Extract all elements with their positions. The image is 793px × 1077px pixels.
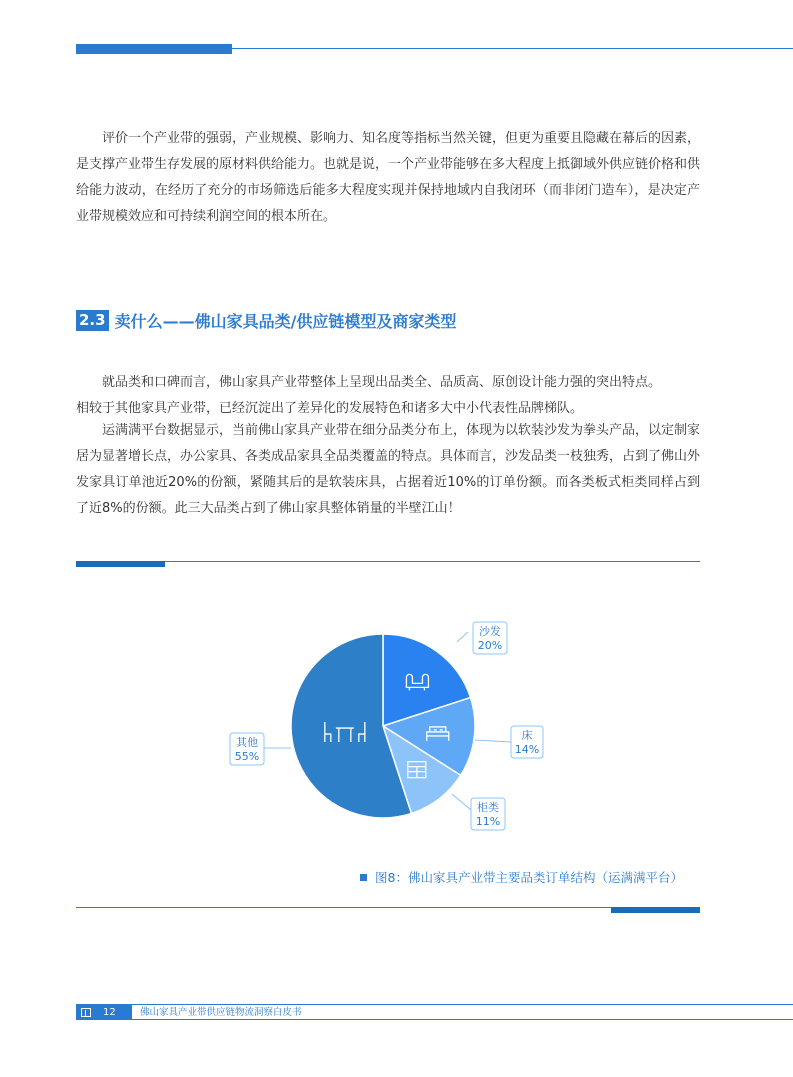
slice-value: 11% bbox=[475, 815, 501, 828]
book-icon bbox=[81, 1008, 91, 1017]
leader-line bbox=[452, 794, 471, 810]
footer-rule bbox=[76, 1019, 793, 1020]
slice-value: 14% bbox=[514, 743, 540, 756]
footer-page-box bbox=[76, 1005, 132, 1019]
section-heading bbox=[76, 308, 456, 332]
chart-top-accent-bar bbox=[76, 561, 165, 567]
slice-value: 55% bbox=[234, 750, 260, 763]
leader-line bbox=[457, 632, 468, 642]
caption-text: 图8：佛山家具产业带主要品类订单结构（运满满平台） bbox=[375, 870, 683, 885]
slice-label: 其他 bbox=[236, 736, 258, 749]
chart-top-rule bbox=[76, 561, 700, 562]
page-number: 12 bbox=[103, 1006, 116, 1018]
section-number: 2.3 bbox=[76, 310, 109, 331]
slice-label: 沙发 bbox=[479, 625, 501, 638]
slice-label: 床 bbox=[521, 729, 533, 742]
footer-document-title: 佛山家具产业带供应链物流洞察白皮书 bbox=[140, 1007, 302, 1018]
section-title: 卖什么——佛山家具品类/供应链模型及商家类型 bbox=[114, 311, 457, 331]
leader-line bbox=[475, 740, 511, 742]
footer-top-rule bbox=[76, 1004, 793, 1005]
paragraph-3: 相较于其他家具产业带，已经沉淀出了差异化的发展特色和诸多大中小代表性品牌梯队。 bbox=[76, 401, 584, 416]
chart-bottom-accent-bar bbox=[611, 907, 700, 913]
slice-value: 20% bbox=[477, 639, 503, 652]
figure-caption bbox=[360, 868, 683, 886]
slice-label: 柜类 bbox=[477, 801, 499, 814]
paragraph-4: 运满满平台数据显示，当前佛山家具产业带在细分品类分布上，体现为以软装沙发为拳头产品，以定制家居为显著增长点，办公家具、各类成品家具全品类覆盖的特点。具体而言，沙发品类一枝独秀，占到了佛山外发家具订单池近20%的份额，紧随其后的是软装床具，占据着近10%的订单份额。而各类板式柜类同样占到了近8%的份额。此三大品类占到了佛山家具整体销量的半壁江山！ bbox=[76, 423, 701, 516]
chart-bottom-rule bbox=[76, 907, 700, 908]
pie-chart bbox=[0, 600, 793, 850]
caption-marker bbox=[360, 874, 367, 881]
paragraph-2: 就品类和口碑而言，佛山家具产业带整体上呈现出品类全、品质高、原创设计能力强的突出特点。 bbox=[102, 375, 662, 390]
header-accent-bar bbox=[76, 44, 232, 54]
intro-paragraph: 评价一个产业带的强弱，产业规模、影响力、知名度等指标当然关键，但更为重要且隐藏在幕后的因素，是支撑产业带生存发展的原材料供给能力。也就是说，一个产业带能够在多大程度上抵御域外供应链价格和供给能力波动，在经历了充分的市场筛选后能多大程度实现并保持地域内自我闭环（而非闭门造车），是决定产业带规模效应和可持续利润空间的根本所在。 bbox=[76, 131, 701, 224]
